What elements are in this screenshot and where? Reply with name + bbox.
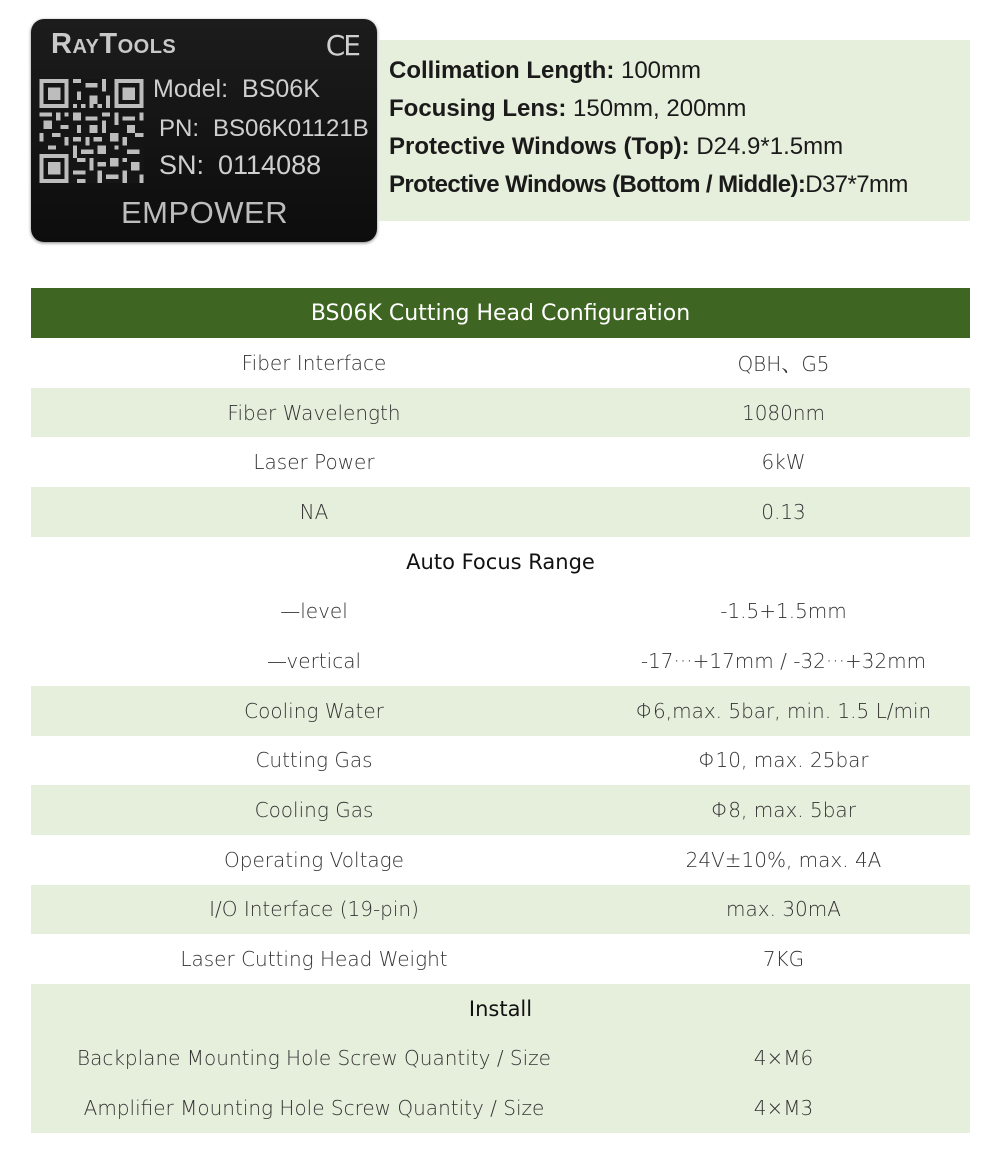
section-heading-install: Install	[468, 996, 533, 1021]
table-row: Laser Cutting Head Weight 7KG	[180, 947, 805, 972]
model-label: Model:	[153, 75, 229, 103]
nameplate-sn	[159, 150, 321, 181]
table-row: Laser Power 6kW	[253, 450, 806, 475]
spec-focusing-lens: Focusing Lens: 150mm, 200mm	[389, 95, 747, 122]
nameplate-pn	[159, 115, 369, 143]
table-row: Amplifier Mounting Hole Screw Quantity / Size 4×M3	[83, 1096, 814, 1121]
table-row: Operating Voltage 24V±10%, max. 4A	[224, 847, 882, 872]
table-row: Fiber Wavelength 1080nm	[31, 388, 970, 438]
model-value: BS06K	[242, 75, 320, 103]
pn-value: BS06K01121B	[213, 115, 369, 142]
sn-value: 0114088	[218, 150, 322, 180]
product-nameplate	[31, 19, 377, 242]
sn-label: SN:	[159, 150, 205, 180]
install-section	[31, 984, 970, 1133]
qr-code-icon	[39, 79, 144, 183]
pn-label: PN:	[159, 115, 200, 142]
spec-protective-window-bottom: Protective Windows (Bottom / Middle):D37*7mm	[389, 171, 908, 198]
table-row: I/O Interface (19-pin) max. 30mA	[31, 885, 970, 935]
table-row: —level -1.5+1.5mm	[280, 599, 847, 624]
optics-spec-box	[379, 40, 970, 221]
nameplate-tagline: EMPOWER	[121, 195, 289, 230]
table-row: Fiber Interface QBH、G5	[241, 350, 830, 377]
section-heading-auto-focus: Auto Focus Range	[406, 549, 595, 574]
table-row: Cooling Water Φ6,max. 5bar, min. 1.5 L/min	[31, 686, 970, 736]
spec-collimation-length: Collimation Length: 100mm	[389, 57, 702, 84]
brand-logo: RayTools	[51, 28, 177, 60]
table-row: Cutting Gas Φ10, max. 25bar	[255, 748, 869, 773]
nameplate-model	[153, 75, 320, 104]
ce-mark-icon: CE	[325, 29, 359, 62]
configuration-table	[31, 288, 970, 1133]
table-row: NA 0.13	[31, 487, 970, 537]
spec-protective-window-top: Protective Windows (Top): D24.9*1.5mm	[389, 133, 844, 160]
table-row: —vertical -17···+17mm / -32···+32mm	[266, 648, 927, 673]
table-row: Cooling Gas Φ8, max. 5bar	[31, 785, 970, 835]
table-title: BS06K Cutting Head Configuration	[31, 288, 970, 338]
table-row: Backplane Mounting Hole Screw Quantity / Size 4×M6	[77, 1046, 814, 1071]
